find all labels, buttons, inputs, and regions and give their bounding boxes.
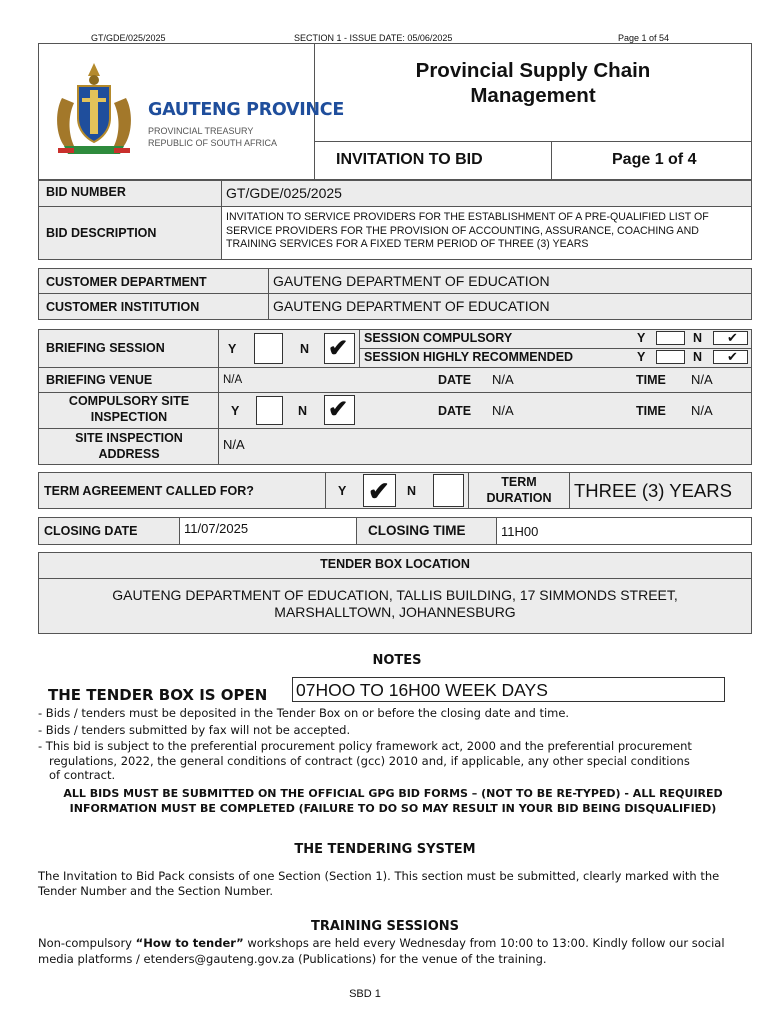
tender-open-box: [292, 677, 725, 702]
check-icon: ✔: [727, 349, 738, 364]
briefing-y-checkbox[interactable]: [254, 333, 283, 364]
training-text-b: “How to tender”: [135, 936, 244, 950]
briefing-y-label: Y: [228, 342, 237, 356]
tendering-system-text: The Invitation to Bid Pack consists of one Section (Section 1). This section must be submitted, clearly marked with the Tender Number and the Section Number.: [38, 869, 720, 898]
training-text-c: workshops are held every Wednesday from 10:00 to 13:00. Kindly follow our social media platforms / etenders@gauteng.gov.za (Publications) for the venue of the training.: [38, 936, 725, 966]
notes-title: NOTES: [372, 653, 422, 668]
briefing-venue-value: N/A: [223, 374, 243, 386]
briefing-n-label: N: [300, 342, 310, 356]
site-date-label: DATE: [438, 404, 472, 418]
recommended-n-checkbox[interactable]: [713, 350, 748, 364]
term-y-checkbox[interactable]: [363, 474, 396, 507]
compulsory-n-checkbox[interactable]: [713, 331, 748, 345]
customer-institution-value: GAUTENG DEPARTMENT OF EDUCATION: [273, 298, 550, 314]
logo-line2: REPUBLIC OF SOUTH AFRICA: [148, 138, 278, 148]
tender-open-label: THE TENDER BOX IS OPEN: [48, 686, 268, 704]
check-icon: ✔: [328, 396, 349, 423]
site-address-label: SITE INSPECTION ADDRESS: [75, 431, 183, 461]
check-icon: ✔: [368, 476, 390, 506]
tender-box-label: TENDER BOX LOCATION: [320, 557, 470, 571]
term-agreement-label: TERM AGREEMENT CALLED FOR?: [44, 484, 254, 498]
closing-date-label: CLOSING DATE: [44, 524, 138, 538]
briefing-time-label: TIME: [636, 373, 666, 387]
check-icon: ✔: [328, 335, 349, 362]
compulsory-y-label: Y: [637, 331, 646, 345]
compulsory-n-label: N: [693, 331, 703, 345]
customer-department-value: GAUTENG DEPARTMENT OF EDUCATION: [273, 273, 550, 289]
briefing-venue-label: BRIEFING VENUE: [46, 373, 153, 387]
note-item: - Bids / tenders submitted by fax will not be accepted.: [38, 723, 351, 737]
term-duration-value: THREE (3) YEARS: [574, 480, 732, 501]
main-title: Provincial Supply Chain Management: [415, 59, 651, 107]
header-section-issue: SECTION 1 - ISSUE DATE: 05/06/2025: [294, 33, 453, 43]
term-n-checkbox[interactable]: [433, 474, 464, 507]
session-compulsory-label: SESSION COMPULSORY: [364, 331, 513, 345]
training-sessions-text: [38, 935, 738, 967]
tender-open-value: 07HOO TO 16H00 WEEK DAYS: [296, 680, 548, 700]
term-n-label: N: [407, 484, 417, 498]
tendering-system-title: THE TENDERING SYSTEM: [294, 842, 476, 857]
invitation-title: INVITATION TO BID: [336, 151, 483, 168]
submission-warning: ALL BIDS MUST BE SUBMITTED ON THE OFFICIAL GPG BID FORMS – (NOT TO BE RE-TYPED) - ALL REQUIRED INFORMATION MUST BE COMPLETED (FAILURE TO DO SO MAY RESULT IN YOUR BID BEING DISQUALIFIED): [63, 787, 723, 815]
site-n-checkbox[interactable]: [324, 395, 355, 425]
site-date-value: N/A: [492, 403, 514, 418]
site-time-value: N/A: [691, 403, 713, 418]
customer-institution-label: CUSTOMER INSTITUTION: [46, 300, 200, 314]
compulsory-y-checkbox[interactable]: [656, 331, 685, 345]
site-inspection-label: COMPULSORY SITE INSPECTION: [68, 394, 190, 424]
bid-description-label: BID DESCRIPTION: [46, 226, 157, 240]
site-y-checkbox[interactable]: [256, 396, 283, 425]
briefing-date-label: DATE: [438, 373, 472, 387]
bid-description-value: INVITATION TO SERVICE PROVIDERS FOR THE ESTABLISHMENT OF A PRE-QUALIFIED LIST OF SERVICE PROVIDERS FOR THE PROVISION OF ACCOUNTING, ASSURANCE, COACHING AND TRAINING SERVICES FOR A FIXED TERM PERIOD OF THREE (3) YEARS: [226, 211, 709, 250]
note-item: - Bids / tenders must be deposited in the Tender Box on or before the closing date and time.: [38, 706, 570, 720]
training-sessions-title: TRAINING SESSIONS: [310, 919, 460, 934]
training-text-a: Non-compulsory: [38, 936, 132, 950]
recommended-y-label: Y: [637, 350, 646, 364]
bid-number-label: BID NUMBER: [46, 185, 126, 199]
footer-sbd: SBD 1: [349, 988, 381, 1000]
briefing-n-checkbox[interactable]: [324, 333, 355, 364]
briefing-session-label: BRIEFING SESSION: [46, 341, 165, 355]
closing-date-value: 11/07/2025: [184, 521, 249, 536]
customer-department-label: CUSTOMER DEPARTMENT: [46, 275, 207, 289]
bid-number-value: GT/GDE/025/2025: [226, 185, 342, 201]
logo-province: GAUTENG PROVINCE: [148, 100, 344, 120]
gauteng-coat-of-arms-icon: [44, 58, 144, 158]
term-y-label: Y: [338, 484, 347, 498]
closing-time-label: CLOSING TIME: [368, 523, 466, 538]
site-address-value: N/A: [223, 437, 245, 452]
site-time-label: TIME: [636, 404, 666, 418]
briefing-date-value: N/A: [492, 372, 514, 387]
doc-page-number: Page 1 of 4: [612, 151, 697, 168]
check-icon: ✔: [727, 330, 738, 345]
recommended-n-label: N: [693, 350, 703, 364]
recommended-y-checkbox[interactable]: [656, 350, 685, 364]
header-ref: GT/GDE/025/2025: [91, 33, 166, 43]
tender-box-address: GAUTENG DEPARTMENT OF EDUCATION, TALLIS BUILDING, 17 SIMMONDS STREET, MARSHALLTOWN, JOHANNESBURG: [112, 587, 678, 620]
site-y-label: Y: [231, 404, 240, 418]
site-n-label: N: [298, 404, 308, 418]
session-recommended-label: SESSION HIGHLY RECOMMENDED: [364, 350, 574, 364]
logo-line1: PROVINCIAL TREASURY: [148, 126, 254, 136]
term-duration-label: TERM DURATION: [486, 475, 552, 505]
closing-time-value: 11H00: [501, 524, 539, 539]
note-item: - This bid is subject to the preferential procurement policy framework act, 2000 and the preferential procurement regulations, 2022, the general conditions of contract (gcc) 2010 and, if applicable, any other special conditions of contract.: [38, 739, 692, 782]
briefing-time-value: N/A: [691, 372, 713, 387]
header-page: Page 1 of 54: [618, 33, 670, 43]
